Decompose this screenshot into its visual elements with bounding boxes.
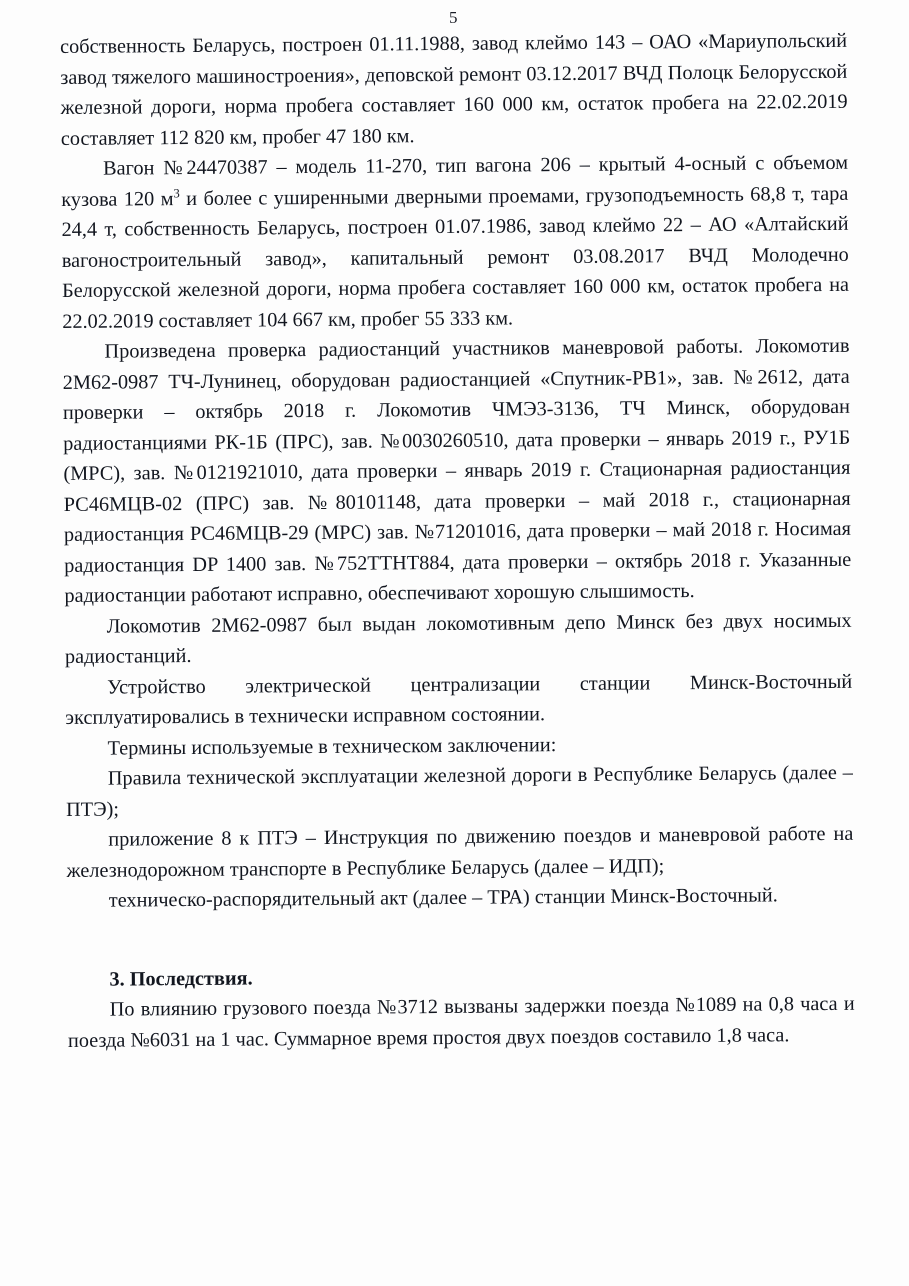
paragraph-term-pte: Правила технической эксплуатации железной дороги в Республике Беларусь (далее – ПТЭ); xyxy=(66,761,853,821)
paragraph-term-idp: приложение 8 к ПТЭ – Инструкция по движению поездов и маневровой работе на железнодорожном транспорте в Республике Беларусь (далее – ИДП); xyxy=(66,822,854,882)
paragraph-consequences: По влиянию грузового поезда №3712 вызваны задержки поезда №1089 на 0,8 часа и поезда №6031 на 1 час. Суммарное время простоя двух поездов составило 1,8 часа. xyxy=(67,992,855,1052)
paragraph-locomotive-issue: Локомотив 2М62-0987 был выдан локомотивным депо Минск без двух носимых радиостанций. xyxy=(64,609,852,668)
bottom-spacer xyxy=(68,1050,855,1096)
paragraph-term-tra: техническо-распорядительный акт (далее – ТРА) станции Минск-Восточный. xyxy=(108,884,778,912)
section-heading-consequences: 3. Последствия. xyxy=(109,967,253,991)
paragraph-vagon-24470387: Вагон №24470387 – модель 11-270, тип вагона 206 – крытый 4-осный с объемом кузова 120 $м^3$ и более с уширенными дверными проемами, грузоподъемность 68,8 т, тара 24,4 т, собственность Беларусь, построен 01.07.1986, завод клеймо 22 – АО «Алтайский вагоностроительный завод», капитальный ремонт 03.08.2017 ВЧД Молодечно Белорусской железной дороги, норма пробега составляет 160 000 км, остаток пробега на 22.02.2019 составляет 104 667 км, пробег 55 333 км. xyxy=(61,151,850,333)
paragraph-radio-check: Произведена проверка радиостанций участников маневровой работы. Локомотив 2М62-0987 ТЧ-Лунинец, оборудован радиостанцией «Спутник-РВ1», зав. №2612, дата проверки – октябрь 2018 г. Локомотив ЧМЭ3-3136, ТЧ Минск, оборудован радиостанциями РК-1Б (ПРС), зав. №0030260510, дата проверки – январь 2019 г., РУ1Б (МРС), зав. №0121921010, дата проверки – январь 2019 г. Стационарная радиостанция РС46МЦВ-02 (ПРС) зав. №80101148, дата проверки – май 2018 г., стационарная радиостанция РС46МЦВ-29 (МРС) зав. №71201016, дата проверки – май 2018 г. Носимая радиостанция DP 1400 зав. №752ТТНТ884, дата проверки – октябрь 2018 г. Указанные радиостанции работают исправно, обеспечивают хорошую слышимость. xyxy=(62,334,852,607)
paragraph-terms-intro: Термины используемые в техническом заключении: xyxy=(107,733,557,760)
document-body xyxy=(60,26,855,1096)
paragraph-vagon-continuation: собственность Беларусь, построен 01.11.1988, завод клеймо 143 – ОАО «Мариупольский завод тяжелого машиностроения», деповской ремонт 03.12.2017 ВЧД Полоцк Белорусской железной дороги, норма пробега составляет 160 000 км, остаток пробега на 22.02.2019 составляет 112 820 км, пробег 47 180 км. xyxy=(60,29,848,150)
page-number: 5 xyxy=(449,8,458,27)
paragraph-centralization-device: Устройство электрической централизации станции Минск-Восточный эксплуатировались в технически исправном состоянии. xyxy=(65,670,853,729)
